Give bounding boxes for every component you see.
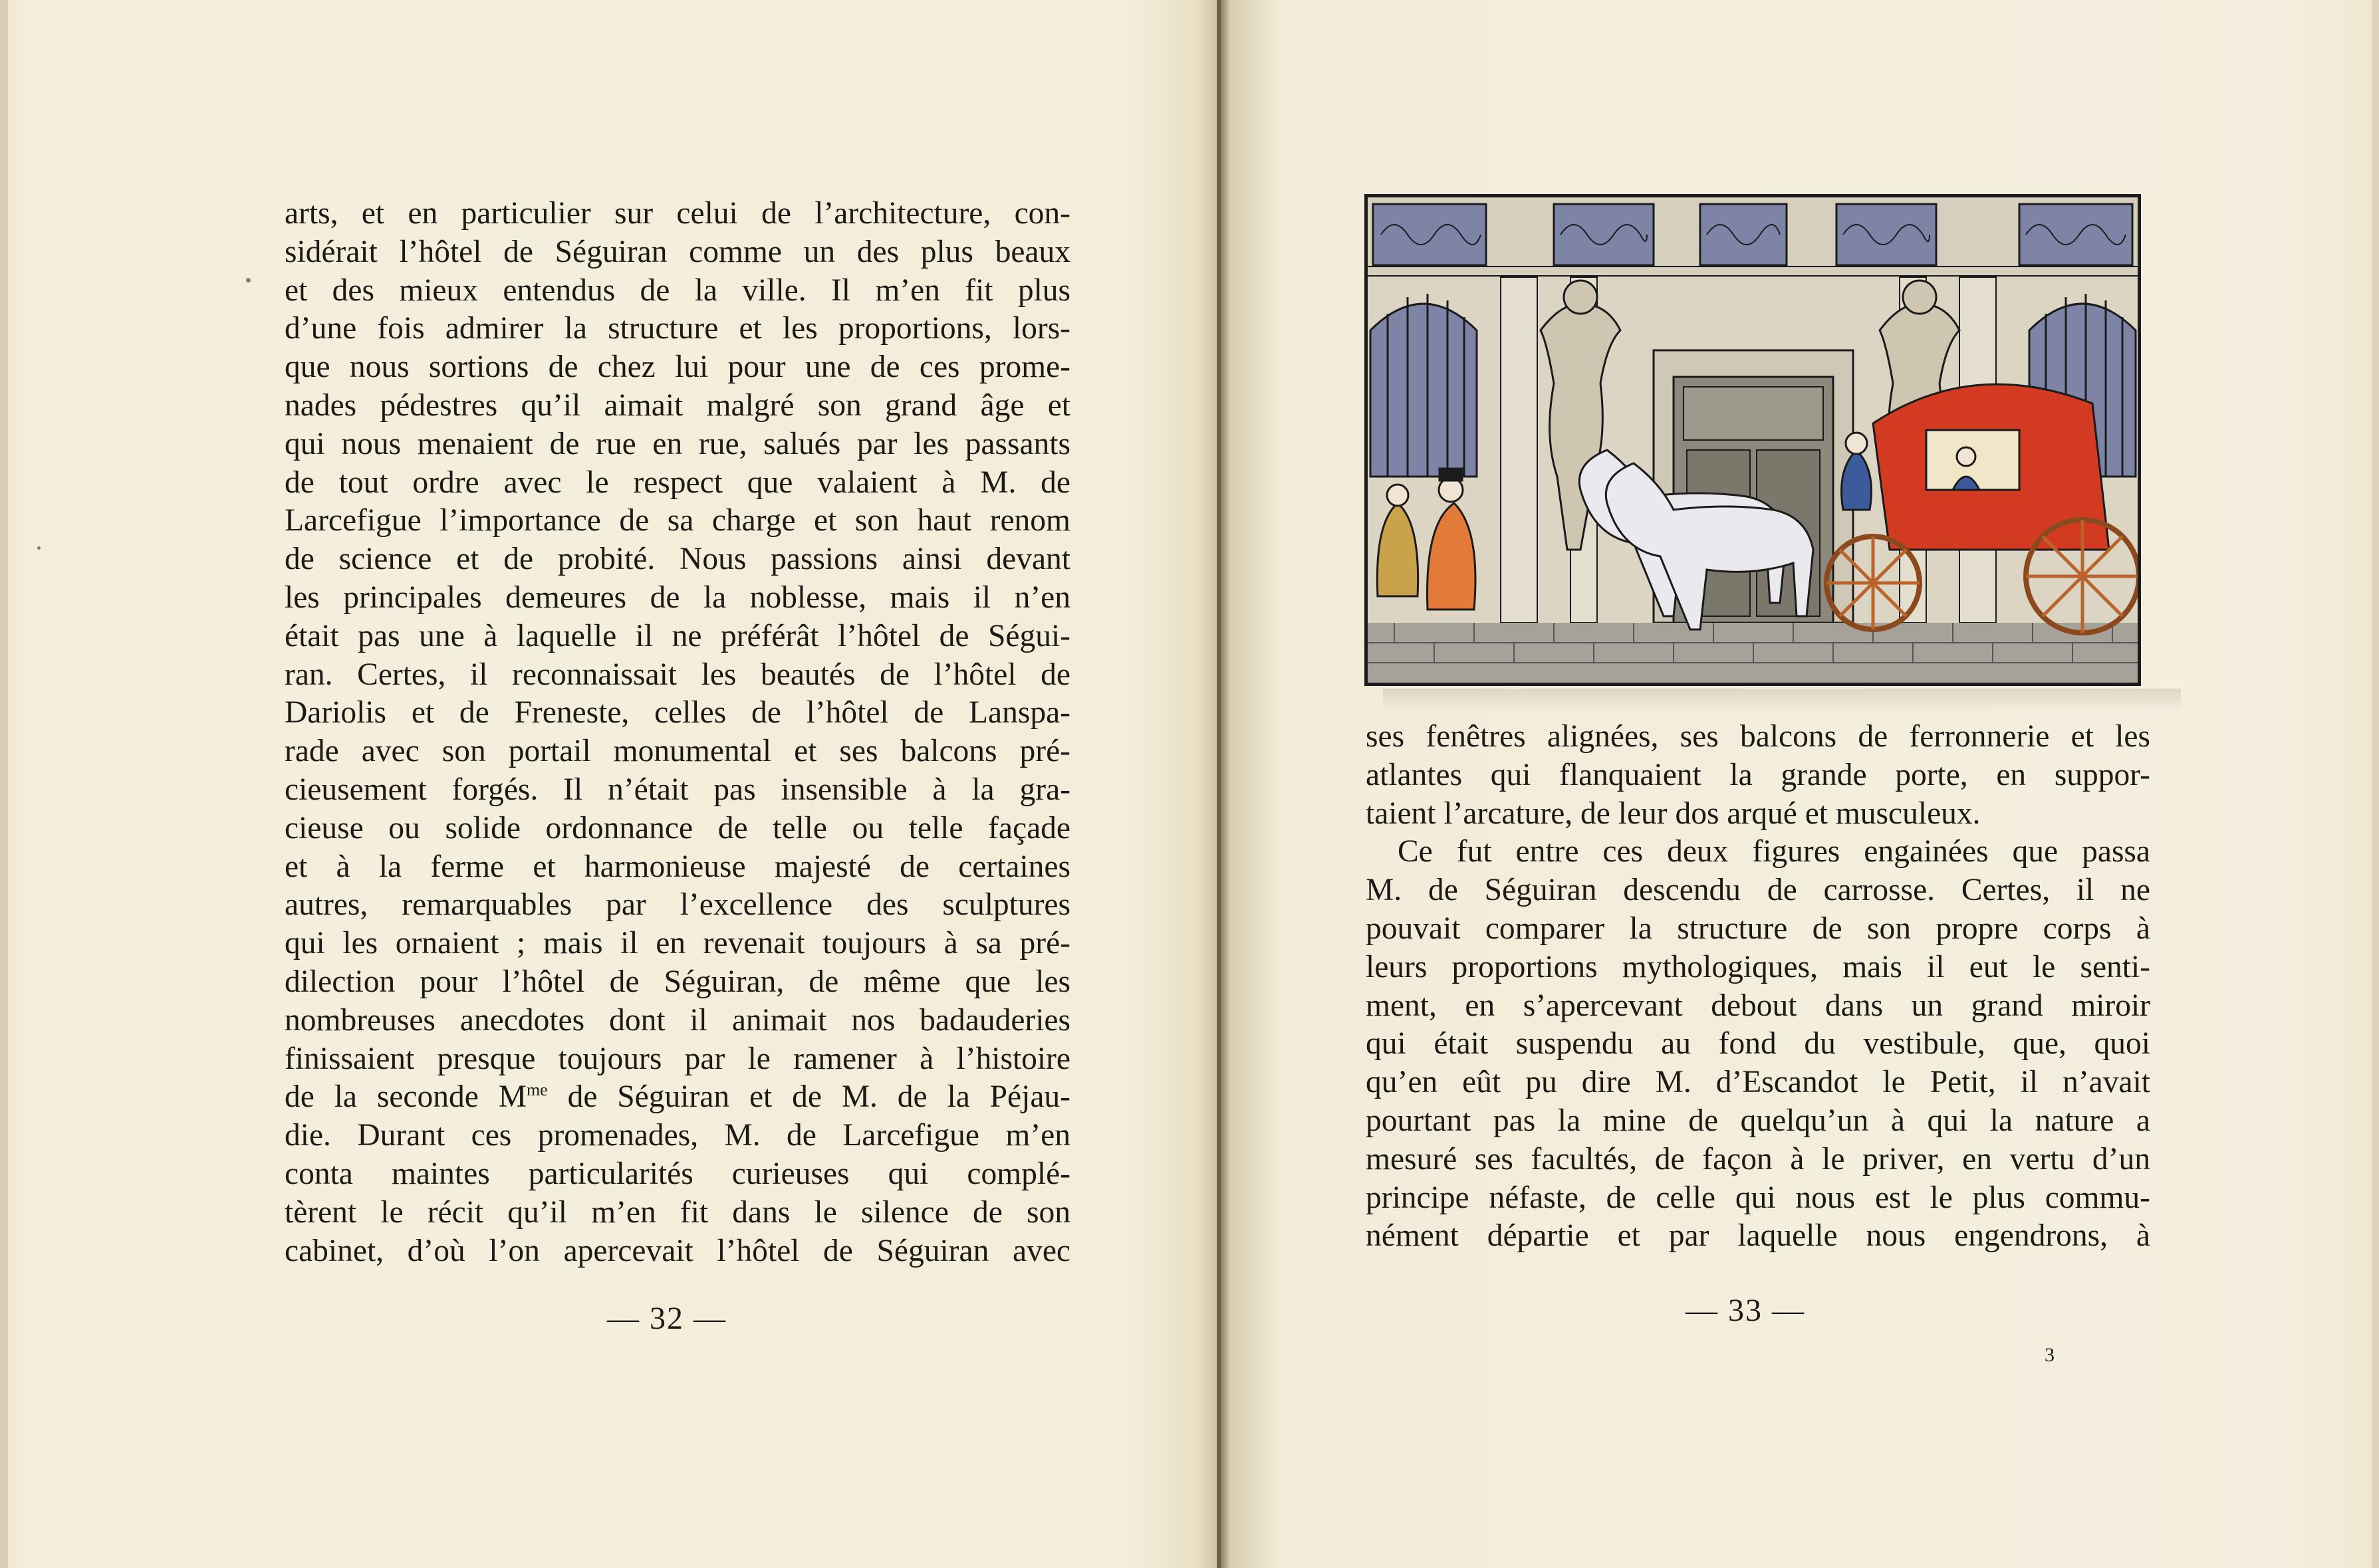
text-line: M. de Séguiran descendu de carrosse. Certes, il ne — [1366, 873, 2150, 908]
paper-speck — [246, 278, 251, 282]
left-page-edge — [0, 0, 8, 1568]
text-line: ran. Certes, il reconnaissait les beautés de l’hôtel de — [285, 657, 1070, 692]
text-line: Dariolis et de Freneste, celles de l’hôtel de Lanspa- — [285, 695, 1070, 730]
text-fragment: de Séguiran et de M. de la Péjau- — [547, 1079, 1070, 1115]
text-line: d’une fois admirer la structure et les proportions, lors- — [285, 311, 1070, 346]
text-line: pourtant pas la mine de quelqu’un à qui la nature a — [1366, 1103, 2150, 1138]
text-line: de science et de probité. Nous passions ainsi devant — [285, 542, 1070, 577]
paper-stain — [1383, 689, 2181, 713]
paper-speck — [37, 546, 41, 550]
text-line: ses fenêtres alignées, ses balcons de ferronnerie et les — [1366, 719, 2150, 754]
page-number-right: — 33 — — [1686, 1293, 1805, 1328]
text-line: les principales demeures de la noblesse, mais il n’en — [285, 580, 1070, 615]
text-line: était pas une à laquelle il ne préférât l’hôtel de Ségui- — [285, 618, 1070, 653]
text-line: arts, et en particulier sur celui de l’architecture, con- — [285, 196, 1070, 231]
text-fragment: de la seconde M — [285, 1079, 527, 1115]
text-line: qui les ornaient ; mais il en revenait toujours à sa pré- — [285, 926, 1070, 961]
illustration-carriage — [1364, 194, 2141, 686]
page-number-left: — 32 — — [607, 1301, 727, 1336]
text-line: sidérait l’hôtel de Séguiran comme un des plus beaux — [285, 234, 1070, 269]
text-line: cabinet, d’où l’on apercevait l’hôtel de Séguiran avec — [285, 1233, 1070, 1268]
text-line: atlantes qui flanquaient la grande porte, en suppor- — [1366, 757, 2150, 792]
text-line: nades pédestres qu’il aimait malgré son grand âge et — [285, 388, 1070, 423]
right-page-edge — [2372, 0, 2379, 1568]
text-line: pouvait comparer la structure de son propre corps à — [1366, 911, 2150, 946]
text-line: rade avec son portail monumental et ses balcons pré- — [285, 734, 1070, 769]
text-line: de tout ordre avec le respect que valaient à M. de — [285, 465, 1070, 500]
text-line: die. Durant ces promenades, M. de Larcefigue m’en — [285, 1118, 1070, 1153]
text-line: nément départie et par laquelle nous engendrons, à — [1366, 1218, 2150, 1254]
left-page-text — [285, 195, 1070, 1270]
text-line: et à la ferme et harmonieuse majesté de certaines — [285, 849, 1070, 884]
text-line: finissaient presque toujours par le ramener à l’histoire — [285, 1041, 1070, 1076]
text-line: conta maintes particularités curieuses qui complé- — [285, 1156, 1070, 1191]
text-line — [285, 1078, 1070, 1117]
text-line: dilection pour l’hôtel de Séguiran, de même que les — [285, 964, 1070, 999]
text-line: Ce fut entre ces deux figures engainées que passa — [1398, 834, 2150, 869]
text-line: ment, en s’apercevant debout dans un grand miroir — [1366, 988, 2150, 1023]
text-line: principe néfaste, de celle qui nous est le plus commu- — [1366, 1180, 2150, 1215]
text-line: tèrent le récit qu’il m’en fit dans le silence de son — [285, 1194, 1070, 1230]
text-line: qui était suspendu au fond du vestibule, que, quoi — [1366, 1026, 2150, 1062]
text-line: leurs proportions mythologiques, mais il eut le senti- — [1366, 949, 2150, 984]
text-line: cieuse ou solide ordonnance de telle ou telle façade — [285, 810, 1070, 845]
text-line: autres, remarquables par l’excellence des sculptures — [285, 887, 1070, 923]
text-line: cieusement forgés. Il n’était pas insensible à la gra- — [285, 772, 1070, 807]
right-page-text — [1366, 718, 2150, 1256]
text-line: mesuré ses facultés, de façon à le priver, en vertu d’un — [1366, 1141, 2150, 1176]
text-line: que nous sortions de chez lui pour une de ces prome- — [285, 350, 1070, 385]
superscript-abbreviation: me — [526, 1080, 548, 1100]
signature-mark: 3 — [2045, 1344, 2055, 1366]
text-line: et des mieux entendus de la ville. Il m’en fit plus — [285, 273, 1070, 308]
text-line: taient l’arcature, de leur dos arqué et musculeux. — [1366, 796, 1981, 831]
text-line: qu’en eût pu dire M. d’Escandot le Petit, il n’avait — [1366, 1065, 2150, 1100]
text-line: nombreuses anecdotes dont il animait nos badauderies — [285, 1002, 1070, 1038]
text-line: Larcefigue l’importance de sa charge et son haut renom — [285, 503, 1070, 538]
text-line: qui nous menaient de rue en rue, salués par les passants — [285, 426, 1070, 461]
